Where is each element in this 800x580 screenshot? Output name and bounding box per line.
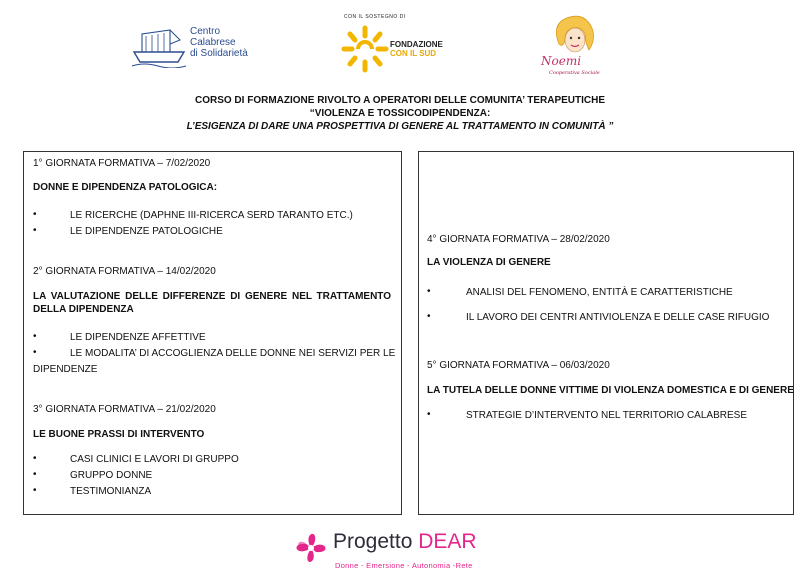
sun-icon [340, 22, 390, 76]
header-line-3: L’ESIGENZA DI DARE UNA PROSPETTIVA DI GENERE AL TRATTAMENTO IN COMUNITÀ ” [186, 121, 614, 132]
woman-face-icon [545, 14, 605, 58]
project-name-b: DEAR [418, 530, 477, 553]
day3-item-2: GRUPPO DONNE [70, 470, 153, 481]
day3-item-3: TESTIMONIANZA [70, 486, 152, 497]
day1-title: DONNE E DIPENDENZA PATOLOGICA: [33, 182, 218, 193]
noemi-word: Noemi [541, 54, 582, 68]
progetto-dear-logo [290, 528, 520, 576]
day5-title: LA TUTELA DELLE DONNE VITTIME DI VIOLENZA DOMESTICA E DI GENERE [427, 385, 794, 396]
fcs-sub: CON IL SUD [390, 49, 437, 58]
day3-item-1: CASI CLINICI E LAVORI DI GRUPPO [70, 454, 239, 465]
bullet: • [427, 311, 431, 322]
logo-row [0, 0, 800, 85]
day4-item-2: IL LAVORO DEI CENTRI ANTIVIOLENZA E DELLE CASE RIFUGIO [466, 312, 770, 323]
day2-item-2: LE MODALITA’ DI ACCOGLIENZA DELLE DONNE NEI SERVIZI PER LE [70, 348, 396, 359]
day2-title: LA VALUTAZIONE DELLE DIFFERENZE DI GENERE NEL TRATTAMENTO DELLA DIPENDENZA [33, 291, 391, 315]
bullet: • [33, 331, 37, 342]
day1-item-2: LE DIPENDENZE PATOLOGICHE [70, 226, 223, 237]
day2-item-2-continued: DIPENDENZE [33, 364, 98, 375]
bullet: • [33, 209, 37, 220]
header-line-1: CORSO DI FORMAZIONE RIVOLTO A OPERATORI DELLE COMUNITA’ TERAPEUTICHE [194, 95, 605, 106]
flower-icon [290, 528, 332, 572]
project-name [333, 530, 477, 554]
bullet: • [33, 485, 37, 496]
course-header [0, 94, 800, 133]
bullet: • [33, 469, 37, 480]
csds-line-2: Calabrese [190, 37, 236, 48]
fcs-small-text: CON IL SOSTEGNO DI [344, 14, 406, 20]
ship-icon [130, 22, 188, 68]
day5-item-1: STRATEGIE D’INTERVENTO NEL TERRITORIO CALABRESE [466, 410, 747, 421]
fondazione-con-il-sud-logo [338, 14, 458, 74]
day4-date: 4° GIORNATA FORMATIVA – 28/02/2020 [427, 234, 610, 245]
csds-line-1: Centro [190, 26, 221, 37]
csds-line-3: di Solidarietà [190, 48, 248, 59]
fcs-name: FONDAZIONE [390, 40, 443, 49]
project-name-a: Progetto [333, 530, 419, 553]
bullet: • [33, 225, 37, 236]
noemi-logo [535, 14, 615, 78]
left-schedule-box [23, 151, 402, 515]
day3-date: 3° GIORNATA FORMATIVA – 21/02/2020 [33, 404, 216, 415]
noemi-sub: Cooperativa Sociale [549, 70, 600, 76]
bullet: • [427, 286, 431, 297]
day5-date: 5° GIORNATA FORMATIVA – 06/03/2020 [427, 360, 610, 371]
day2-date: 2° GIORNATA FORMATIVA – 14/02/2020 [33, 266, 216, 277]
bullet: • [33, 453, 37, 464]
day1-date: 1° GIORNATA FORMATIVA – 7/02/2020 [33, 158, 211, 169]
day2-item-1: LE DIPENDENZE AFFETTIVE [70, 332, 206, 343]
bullet: • [427, 409, 431, 420]
header-line-2: “VIOLENZA E TOSSICODIPENDENZA: [309, 108, 491, 119]
day3-title: LE BUONE PRASSI DI INTERVENTO [33, 429, 205, 440]
project-tagline: Donne - Emersione - Autonomia -Rete [335, 561, 473, 570]
day1-item-1: LE RICERCHE (DAPHNE III-RICERCA SERD TARANTO ETC.) [70, 210, 353, 221]
bullet: • [33, 347, 37, 358]
day4-item-1: ANALISI DEL FENOMENO, ENTITÀ E CARATTERISTICHE [466, 287, 733, 298]
right-schedule-box [418, 151, 794, 515]
day4-title: LA VIOLENZA DI GENERE [427, 257, 551, 268]
centro-calabrese-logo [130, 22, 270, 72]
